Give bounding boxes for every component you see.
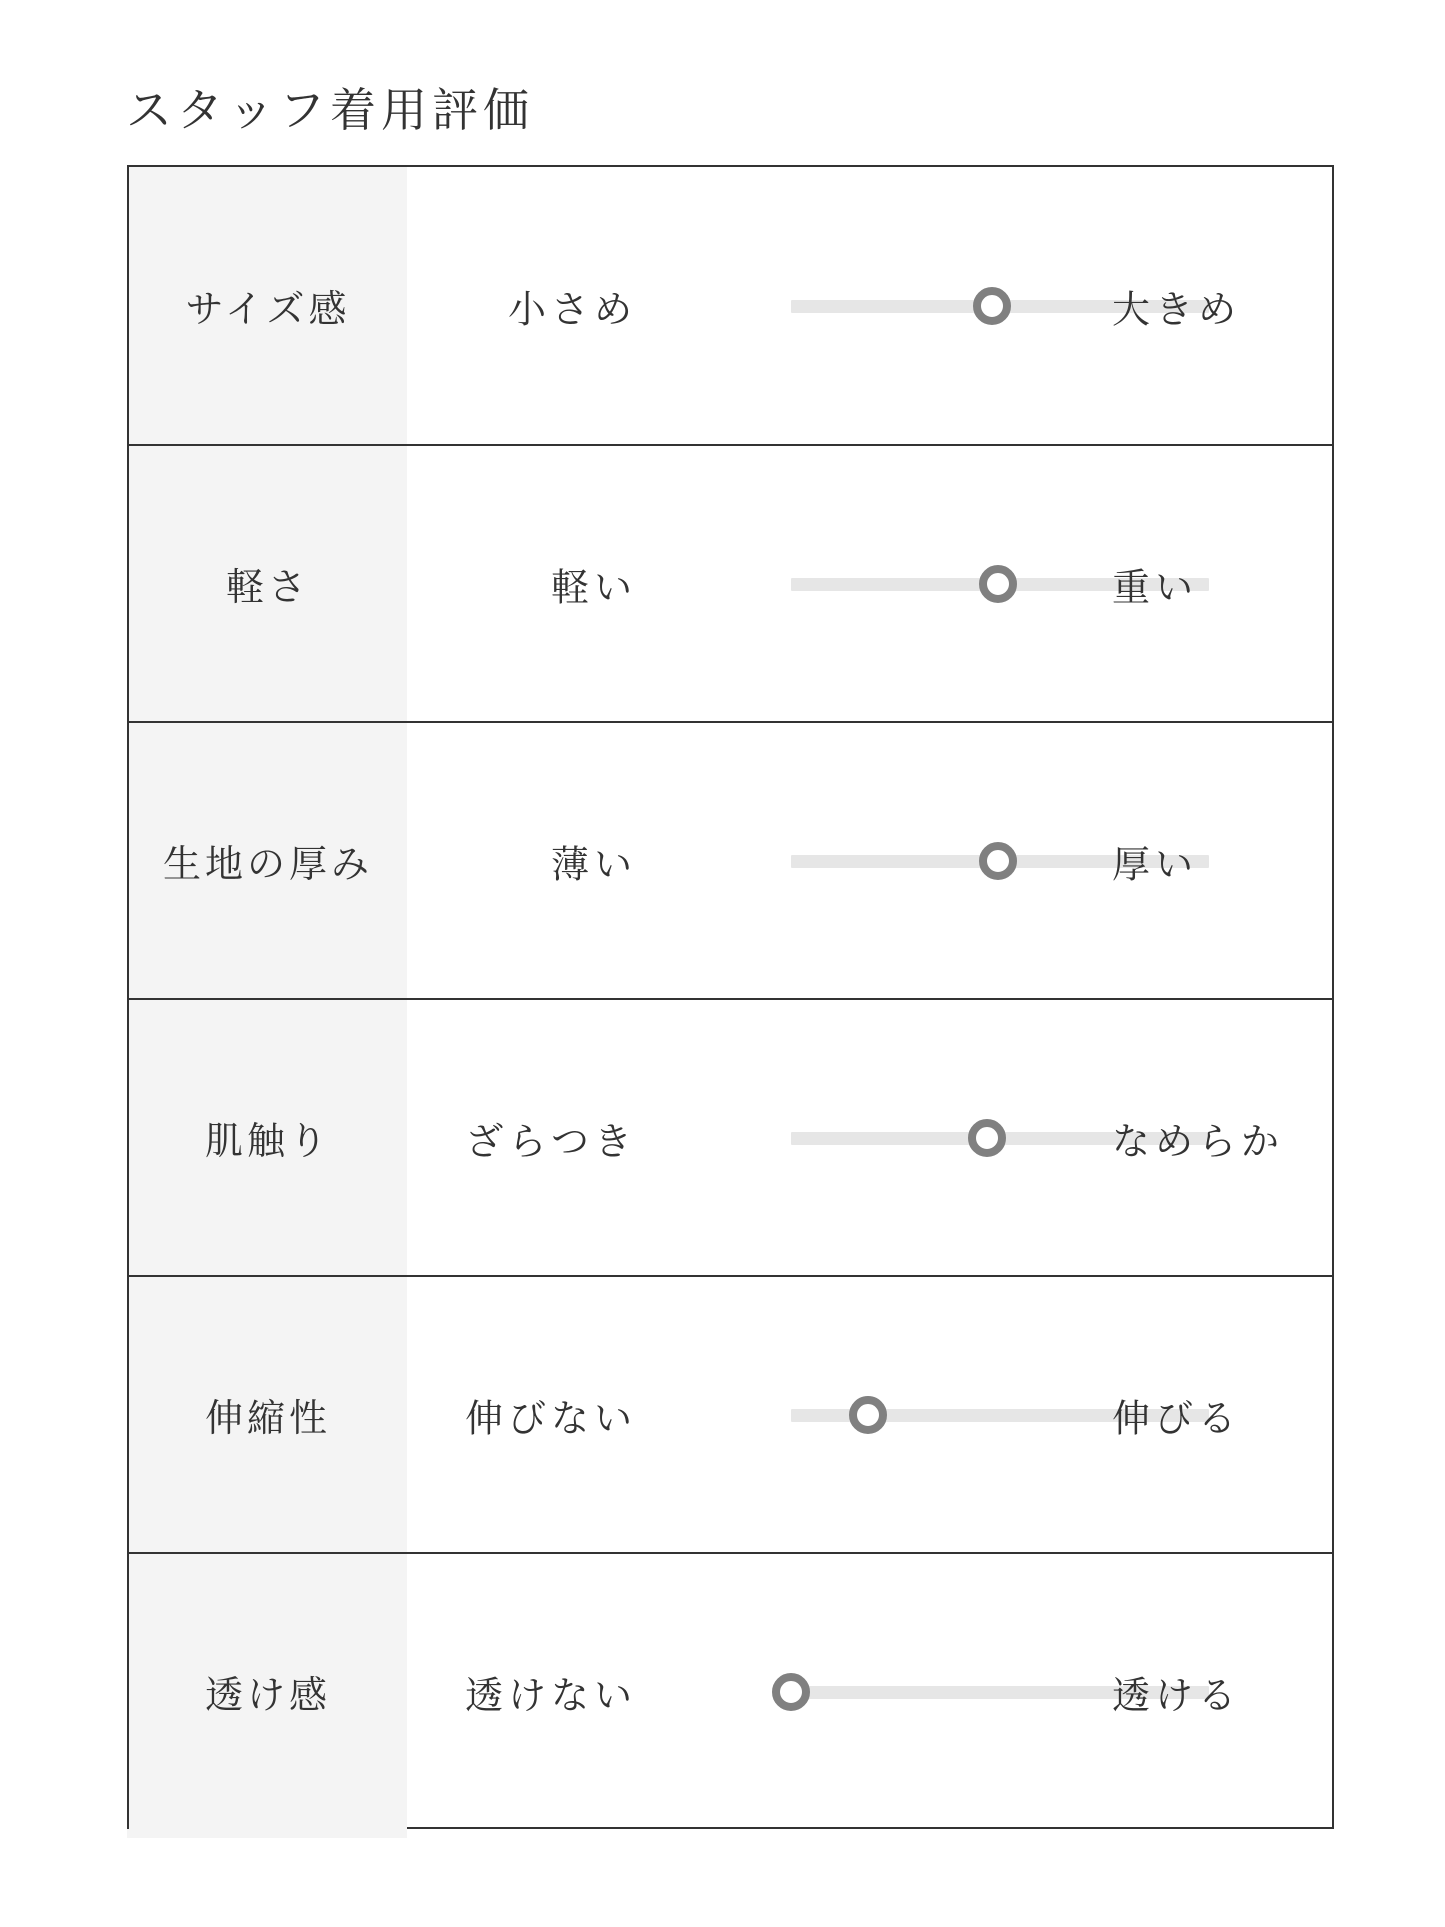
row-label: 伸縮性 — [204, 1396, 331, 1440]
row-label: 肌触り — [204, 1119, 331, 1163]
rating-row-texture — [129, 998, 1332, 1275]
page-title: スタッフ着用評価 — [126, 83, 534, 137]
scale-cell — [407, 1000, 1332, 1275]
scale-min-label: 伸びない — [464, 1396, 637, 1440]
scale-thumb — [968, 1119, 1006, 1157]
scale-cell — [407, 723, 1332, 998]
row-label-cell — [129, 1277, 407, 1552]
rating-table — [127, 165, 1334, 1829]
scale-min-label: ざらつき — [465, 1119, 637, 1163]
rating-row-sheerness — [129, 1552, 1332, 1829]
rating-row-stretch — [129, 1275, 1332, 1552]
row-label: サイズ感 — [185, 287, 351, 331]
scale-min-label: 軽い — [550, 565, 637, 609]
scale-max-label: 大きめ — [1112, 287, 1242, 331]
scale-thumb — [772, 1673, 810, 1711]
scale-max-label: 伸びる — [1112, 1396, 1242, 1440]
scale-max-label: 厚い — [1112, 842, 1199, 886]
row-label: 軽さ — [225, 565, 310, 609]
row-label-cell — [129, 1000, 407, 1275]
row-label: 生地の厚み — [162, 842, 373, 886]
row-label-cell — [129, 1554, 407, 1829]
scale-cell — [407, 1277, 1332, 1552]
scale-thumb — [973, 287, 1011, 325]
scale-max-label: なめらか — [1112, 1119, 1285, 1163]
scale-cell — [407, 446, 1332, 721]
scale-max-label: 重い — [1112, 565, 1199, 609]
scale-thumb — [979, 842, 1017, 880]
row-label: 透け感 — [204, 1673, 331, 1717]
scale-min-label: 透けない — [464, 1673, 637, 1717]
scale-cell — [407, 167, 1332, 444]
scale-cell — [407, 1554, 1332, 1829]
scale-min-label: 薄い — [550, 842, 637, 886]
scale-min-label: 小さめ — [507, 287, 637, 331]
rating-row-thickness — [129, 721, 1332, 998]
scale-max-label: 透ける — [1112, 1673, 1242, 1717]
rating-row-size — [129, 167, 1332, 444]
scale-thumb — [979, 565, 1017, 603]
scale-thumb — [849, 1396, 887, 1434]
row-label-cell — [129, 723, 407, 998]
label-column-shadow — [127, 1829, 407, 1838]
rating-row-lightness — [129, 444, 1332, 721]
row-label-cell — [129, 167, 407, 444]
row-label-cell — [129, 446, 407, 721]
